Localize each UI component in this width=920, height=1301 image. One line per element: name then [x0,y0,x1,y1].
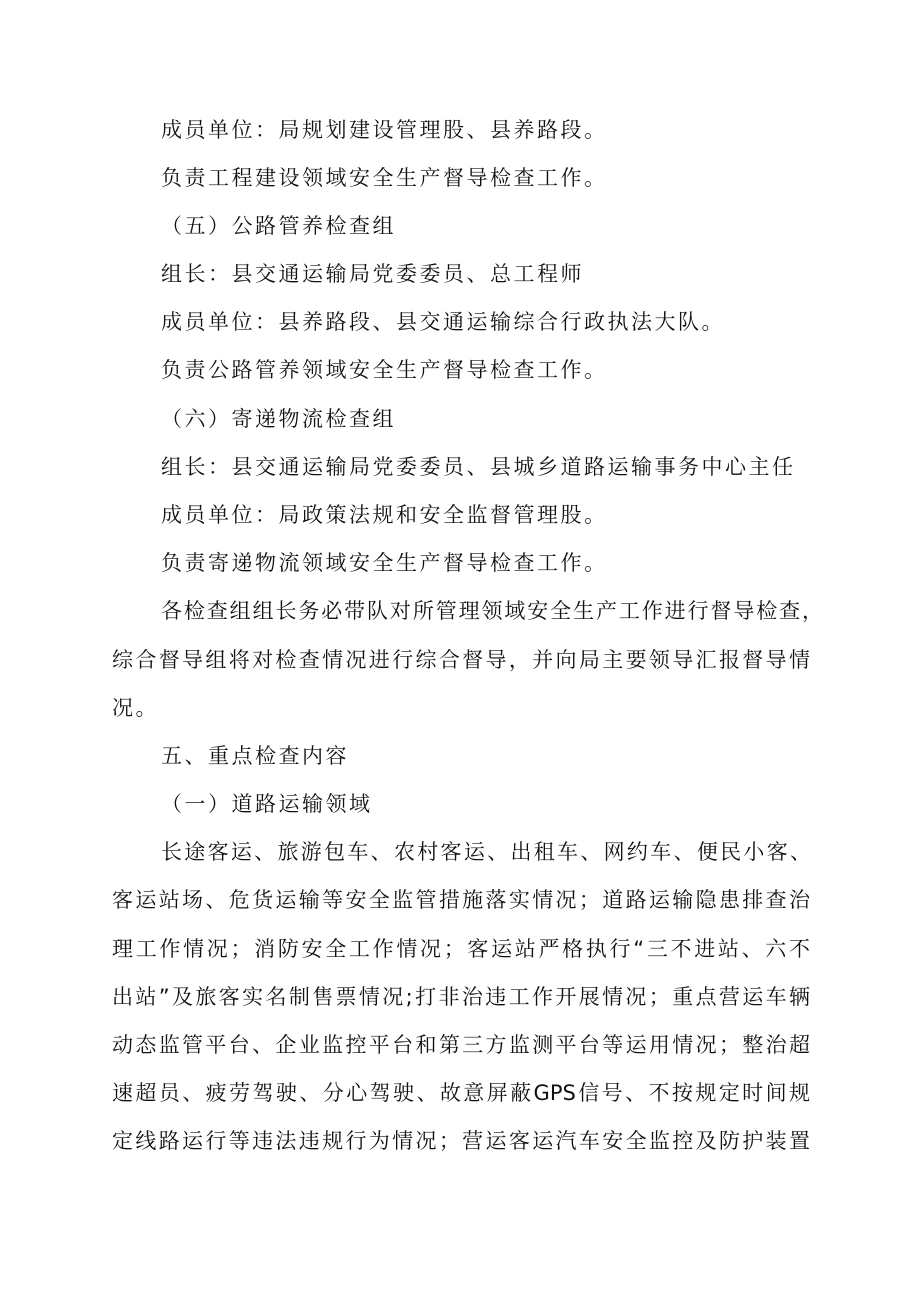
section-heading: （六）寄递物流检查组 [161,407,396,431]
paragraph-line: 综合督导组将对检查情况进行综合督导，并向局主要领导汇报督导情 [112,648,810,672]
paragraph-line: 长途客运、旅游包车、农村客运、出租车、网约车、便民小客、 [161,840,811,864]
text-line: 成员单位：局政策法规和安全监督管理股。 [161,503,608,527]
text-line: 负责寄递物流领域安全生产督导检查工作。 [161,551,608,575]
paragraph-line: 况。 [112,696,159,720]
text-line: 成员单位：县养路段、县交通运输综合行政执法大队。 [161,310,725,334]
section-heading: （一）道路运输领域 [161,792,373,816]
text-line: 负责公路管养领域安全生产督导检查工作。 [161,358,608,382]
paragraph-line: 理工作情况；消防安全工作情况；客运站严格执行“三不进站、六不 [112,937,810,961]
text-line: 负责工程建设领域安全生产督导检查工作。 [161,166,608,190]
paragraph-line: 出站”及旅客实名制售票情况;打非治违工作开展情况；重点营运车辆 [112,985,810,1009]
text-line: 组长：县交通运输局党委委员、总工程师 [161,262,584,286]
text-line: 组长：县交通运输局党委委员、县城乡道路运输事务中心主任 [161,455,796,479]
paragraph-line: 客运站场、危货运输等安全监管措施落实情况；道路运输隐患排查治 [112,888,810,912]
chapter-heading: 五、重点检查内容 [161,744,349,768]
paragraph-line: 动态监管平台、企业监控平台和第三方监测平台等运用情况；整治超 [112,1033,810,1057]
paragraph-line: 速超员、疲劳驾驶、分心驾驶、故意屏蔽GPS信号、不按规定时间规 [112,1081,810,1105]
paragraph-line: 定线路运行等违法违规行为情况；营运客运汽车安全监控及防护装置 [112,1129,810,1153]
section-heading: （五）公路管养检查组 [161,214,396,238]
text-line: 成员单位：局规划建设管理股、县养路段。 [161,118,608,142]
paragraph-line: 各检查组组长务必带队对所管理领域安全生产工作进行督导检查， [161,599,823,623]
